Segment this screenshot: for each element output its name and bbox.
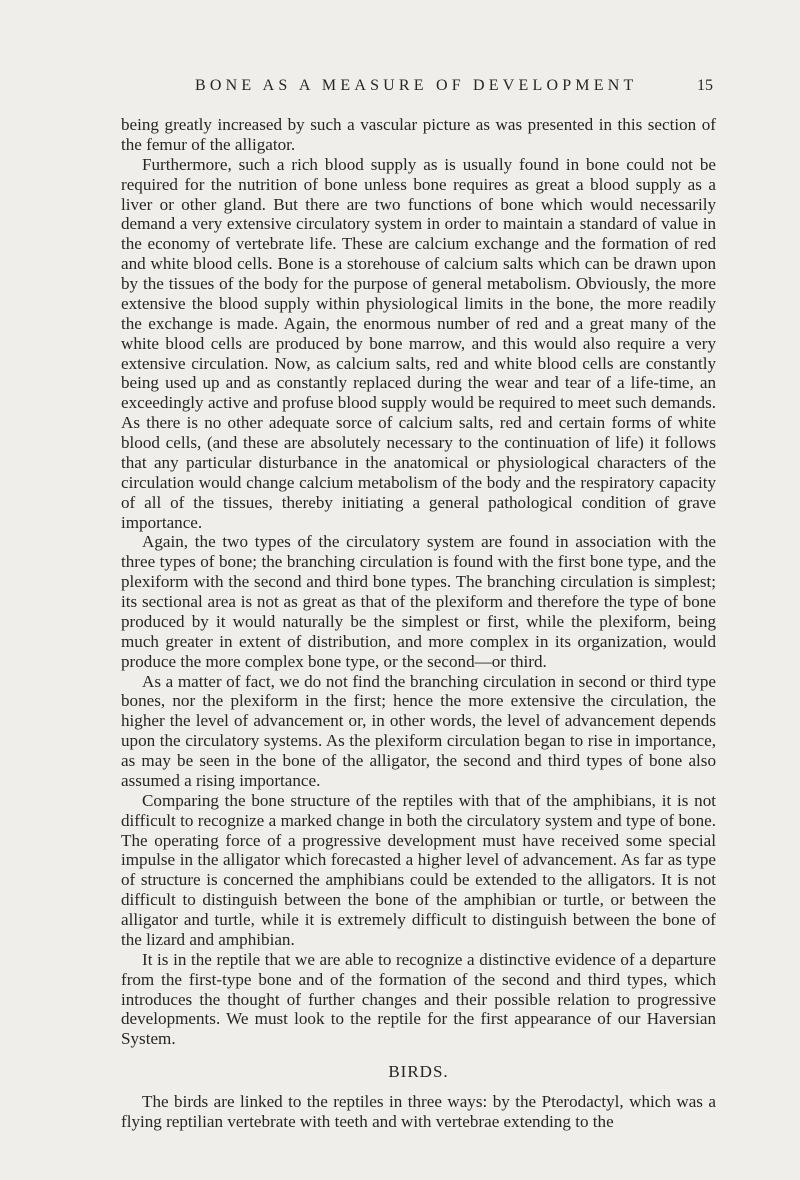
paragraph-comparing-reptiles: Comparing the bone structure of the reptiles with that of the amphibians, it is not difficult to recognize a marked change in both the circulatory system and type of bone. The operating force of a progressive development must have received some special impulse in the alligator which forecasted a higher level of advancement. As far as type of structure is concerned the amphibians could be extended to the alligators. It is not difficult to distinguish between the bone of the amphibian or turtle, or between the alligator and turtle, while it is extremely difficult to distinguish between the bone of the lizard and amphibian. [121, 790, 716, 949]
body-text [121, 115, 716, 1132]
running-head [195, 77, 713, 99]
paragraph-haversian-system: It is in the reptile that we are able to recognize a distinctive evidence of a departure from the first-type bone and of the formation of the second and third types, which introduces the thought of further changes and their possible relation to progressive developments. We must look to the reptile for the first appearance of our Haversian System. [121, 949, 716, 1049]
running-title: BONE AS A MEASURE OF DEVELOPMENT [195, 77, 638, 94]
paragraph-blood-supply: Furthermore, such a rich blood supply as is usually found in bone could not be required for the nutrition of bone unless bone requires as great a blood supply as a liver or other gland. But there are two functions of bone which would necessarily demand a very extensive circulatory system in order to maintain a standard of value in the economy of vertebrate life. These are calcium exchange and the formation of red and white blood cells. Bone is a storehouse of calcium salts which can be drawn upon by the tissues of the body for the purpose of general metabolism. Obviously, the more extensive the blood supply within physiological limits in the bone, the more readily the exchange is made. Again, the enormous number of red and a great many of the white blood cells are produced by bone marrow, and this would also require a very extensive circulation. Now, as calcium salts, red and white blood cells are constantly being used up and as constantly replaced during the wear and tear of a life-time, an exceedingly active and profuse blood supply would be required to meet such demands. As there is no other adequate sorce of calcium salts, red and certain forms of white blood cells, (and these are absolutely necessary to the continuation of life) it follows that any particular disturbance in the anatomical or physiological characters of the circulation would change calcium metabolism of the body and the respiratory capacity of all of the tissues, thereby initiating a general pathological condition of grave importance. [121, 154, 716, 532]
paragraph-continued: being greatly increased by such a vascular picture as was presented in this section of the femur of the alligator. [121, 115, 716, 154]
paragraph-matter-of-fact: As a matter of fact, we do not find the branching circulation in second or third type bones, nor the plexiform in the first; hence the more extensive the circulation, the higher the level of advancement or, in other words, the level of advancement depends upon the circulatory systems. As the plexiform circulation began to rise in importance, as may be seen in the bone of the alligator, the second and third types of bone also assumed a rising importance. [121, 671, 716, 790]
paragraph-circulation-types: Again, the two types of the circulatory system are found in association with the three types of bone; the branching circulation is found with the first bone type, and the plexiform with the second and third bone types. The branching circulation is simplest; its sectional area is not as great as that of the plexiform and therefore the type of bone produced by it would naturally be the simplest or first, while the plexiform, being much greater in extent of distribution, and more complex in its organization, would produce the more complex bone type, or the second—or third. [121, 532, 716, 671]
page-number: 15 [697, 77, 713, 94]
paragraph-birds: The birds are linked to the reptiles in three ways: by the Pterodactyl, which was a flying reptilian vertebrate with teeth and with vertebrae extending to the [121, 1092, 716, 1131]
section-heading-birds: BIRDS. [388, 1062, 449, 1082]
